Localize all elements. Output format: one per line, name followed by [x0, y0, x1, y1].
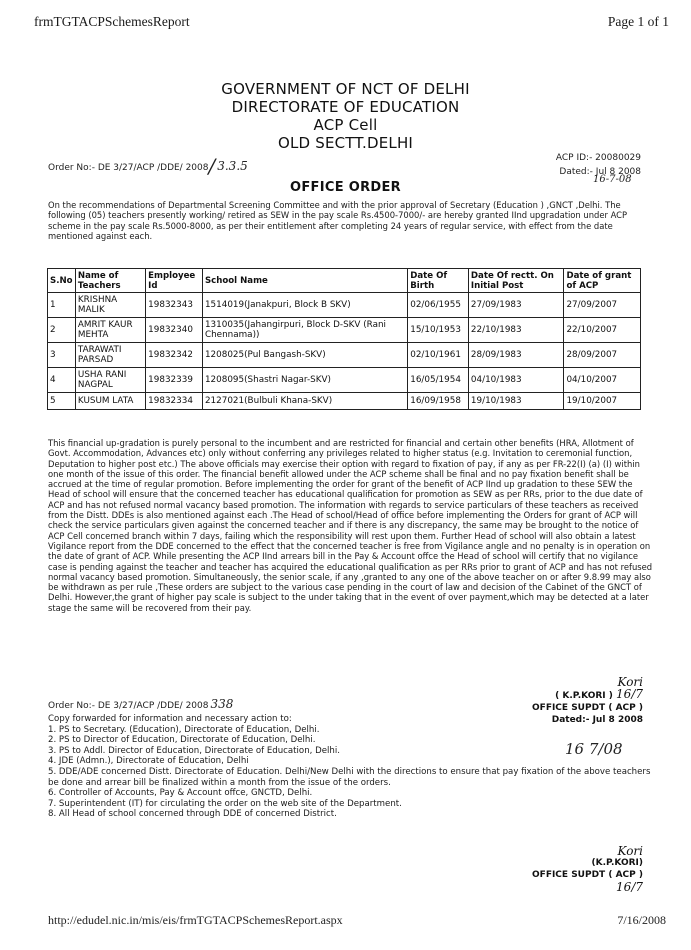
header-dob: Date Of Birth	[408, 269, 469, 293]
cell-employee-id: 19832340	[146, 318, 203, 343]
copy-intro: Copy forwarded for information and necessary action to:	[48, 714, 292, 724]
cell-grant-date: 28/09/2007	[564, 343, 641, 368]
order-dated: Dated:- Jul 8 2008	[559, 167, 641, 177]
order-number	[48, 151, 248, 178]
cell-dob: 02/06/1955	[408, 293, 469, 318]
cell-employee-id: 19832342	[146, 343, 203, 368]
print-page-title: frmTGTACPSchemesReport	[34, 14, 190, 29]
copy-item: 4. JDE (Admn.), Directorate of Education, Delhi	[48, 756, 249, 767]
org-heading	[0, 80, 691, 152]
copy-forwarded-list	[48, 714, 658, 820]
copy-item: 5. DDE/ADE concerned Distt. Directorate of Education. Delhi/New Delhi with the directions to ensure that pay fixation of the above teachers be done and arrear bill be finalized within a month from the issue of the orders.	[48, 766, 651, 788]
cell-grant-date: 22/10/2007	[564, 318, 641, 343]
handwritten-date-2: 16 7/08	[565, 740, 623, 758]
cell-dob: 15/10/1953	[408, 318, 469, 343]
cell-grant-date: 04/10/2007	[564, 368, 641, 393]
copy-item: 1. PS to Secretary. (Education), Directorate of Education, Delhi.	[48, 724, 320, 735]
cell-rectt-date: 28/09/1983	[468, 343, 564, 368]
cell-school: 1208095(Shastri Nagar-SKV)	[202, 368, 407, 393]
cell-grant-date: 19/10/2007	[564, 393, 641, 410]
cell-sno: 1	[48, 293, 76, 318]
cell-sno: 2	[48, 318, 76, 343]
org-cell: ACP Cell	[313, 116, 378, 134]
header-school: School Name	[202, 269, 407, 293]
signatory-designation: OFFICE SUPDT ( ACP )	[532, 870, 643, 880]
teachers-table	[47, 268, 641, 410]
cell-rectt-date: 27/09/1983	[468, 293, 564, 318]
cell-school: 1514019(Janakpuri, Block B SKV)	[202, 293, 407, 318]
cell-sno: 3	[48, 343, 76, 368]
signature-date: 16/7	[616, 687, 643, 701]
header-sno: S.No	[48, 269, 76, 293]
order-number-handwritten: 3.3.5	[217, 159, 248, 173]
acp-id: ACP ID:- 20080029	[555, 153, 641, 163]
order-number-2	[48, 697, 233, 711]
cell-rectt-date: 04/10/1983	[468, 368, 564, 393]
table-row	[48, 343, 641, 368]
print-page-count: Page 1 of 1	[607, 14, 669, 29]
print-url: http://edudel.nic.in/mis/eis/frmTGTACPSchemesReport.aspx	[48, 913, 343, 927]
org-directorate: DIRECTORATE OF EDUCATION	[231, 98, 460, 116]
copy-item: 8. All Head of school concerned through DDE of concerned District.	[48, 809, 337, 820]
cell-name: TARAWATI PARSAD	[75, 343, 145, 368]
print-date: 7/16/2008	[617, 913, 666, 927]
cell-rectt-date: 22/10/1983	[468, 318, 564, 343]
signatory-name: (K.P.KORI)	[591, 858, 643, 868]
order-number-2-prefix: Order No:- DE 3/27/ACP /DDE/ 2008	[48, 701, 209, 711]
terms-paragraph: This financial up-gradation is purely personal to the incumbent and are restricted for financial and certain other benefits (HRA, Allotment of Govt. Accommodation, Advances etc) only without conferring any privileges related to higher status (e.g. Invitation to ceremonial function, Deputation to higher post etc.) The above officials may exercise their option with regard to fixation of pay, if any as per FR-22(I) (a) (I) within one month of the issue of this order. The financial benefit allowed under the ACP scheme shall be final and no pay fixation benefit shall be accrued at the time of regular promotion. Before implementing the order for grant of the benefit of ACP IInd up gradation to these SEW the Head of school will ensure that the concerned teacher has educational qualification for promotion as SEW as per RRs, prior to the due date of ACP and has not refused normal vacancy based promotion. The information with regards to service particulars of these teachers as received from the Distt. DDEs is also mentioned against each .The Head of school/Head of office before implementing the Orders for grant of ACP will check the service particulars given against the concerned teacher and if there is any discrepancy, the same may be brought to the notice of ACP Cell concerned branch within 7 days, failing which the responsibility will rest upon them. Further Head of school will also obtain a latest Vigilance report from the DDE concerned to the effect that the concerned teacher is free from Vigilance angle and no penalty is in operation on the date of grant of ACP. While presenting the ACP IInd arrears bill in the Pay & Account offce the Head of school will certify that no vigilance case is pending against the teacher and teacher has acquired the educational qualification as per RRs prior to grant of ACP and has not refused normal vacancy based promotion. Simultaneously, the senior scale, if any ,granted to any one of the above teacher on or after 9.8.99 may also be withdrawn as per rule ,These orders are subject to the various case pending in the court of law and decision of the Cabinet of the GNCT of Delhi. However,the grant of higher pay scale is subject to the under taking that in the event of over payment,which may be detected at a later stage the same will be recovered from their pay.	[48, 438, 653, 613]
table-row	[48, 318, 641, 343]
copy-item: 6. Controller of Accounts, Pay & Account offce, GNCTD, Delhi.	[48, 788, 313, 799]
org-location: OLD SECTT.DELHI	[277, 134, 414, 152]
signature-block-2	[532, 845, 643, 893]
copy-item: 3. PS to Addl. Director of Education, Directorate of Education, Delhi.	[48, 745, 340, 756]
table-row	[48, 368, 641, 393]
order-number-prefix: Order No:- DE 3/27/ACP /DDE/ 2008	[48, 163, 209, 173]
office-order-title: OFFICE ORDER	[290, 180, 401, 195]
cell-employee-id: 19832343	[146, 293, 203, 318]
cell-name: USHA RANI NAGPAL	[75, 368, 145, 393]
order-number-2-handwritten: 338	[210, 697, 234, 711]
handwritten-slash: /	[208, 154, 216, 178]
header-employee-id: Employee Id	[146, 269, 203, 293]
cell-employee-id: 19832339	[146, 368, 203, 393]
signature-date: 16/7	[616, 880, 643, 894]
signature-scribble: Kori	[617, 675, 643, 689]
cell-name: KRISHNA MALIK	[75, 293, 145, 318]
signatory-designation: OFFICE SUPDT ( ACP )	[532, 703, 643, 713]
cell-name: KUSUM LATA	[75, 393, 145, 410]
cell-grant-date: 27/09/2007	[564, 293, 641, 318]
table-row	[48, 293, 641, 318]
cell-dob: 16/09/1958	[408, 393, 469, 410]
cell-employee-id: 19832334	[146, 393, 203, 410]
cell-school: 1208025(Pul Bangash-SKV)	[202, 343, 407, 368]
handwritten-date: 16-7-08	[593, 174, 632, 185]
cell-name: AMRIT KAUR MEHTA	[75, 318, 145, 343]
signatory-name: ( K.P.KORI ) 16/7	[555, 687, 643, 701]
intro-paragraph: On the recommendations of Departmental Screening Committee and with the prior approval of Secretary (Education ) ,GNCT ,Delhi. The following (05) teachers presently working/ retired as SEW in the pay scale Rs.4500-7000/- are hereby granted IInd upgradation under ACP scheme in the pay scale Rs.5000-8000, as per their entitlement after completing 24 years of regular service, with effect from the date mentioned against each.	[48, 200, 628, 241]
header-rectt-date: Date Of rectt. On Initial Post	[468, 269, 564, 293]
print-header	[34, 14, 669, 34]
table-row	[48, 393, 641, 410]
org-government: GOVERNMENT OF NCT OF DELHI	[221, 80, 470, 98]
cell-rectt-date: 19/10/1983	[468, 393, 564, 410]
header-grant-date: Date of grant of ACP	[564, 269, 641, 293]
cell-school: 1310035(Jahangirpuri, Block D-SKV (Rani Chennama))	[202, 318, 407, 343]
table-header-row	[48, 269, 641, 293]
cell-sno: 5	[48, 393, 76, 410]
cell-dob: 16/05/1954	[408, 368, 469, 393]
cell-school: 2127021(Bulbuli Khana-SKV)	[202, 393, 407, 410]
copy-item: 7. Superintendent (IT) for circulating the order on the web site of the Department.	[48, 798, 402, 809]
cell-sno: 4	[48, 368, 76, 393]
print-footer	[48, 913, 666, 928]
copy-item: 2. PS to Director of Education, Directorate of Education, Delhi.	[48, 735, 316, 746]
signature-dated: Dated:- Jul 8 2008	[551, 715, 643, 725]
cell-dob: 02/10/1961	[408, 343, 469, 368]
header-name: Name of Teachers	[75, 269, 145, 293]
signature-scribble: Kori	[617, 844, 643, 858]
